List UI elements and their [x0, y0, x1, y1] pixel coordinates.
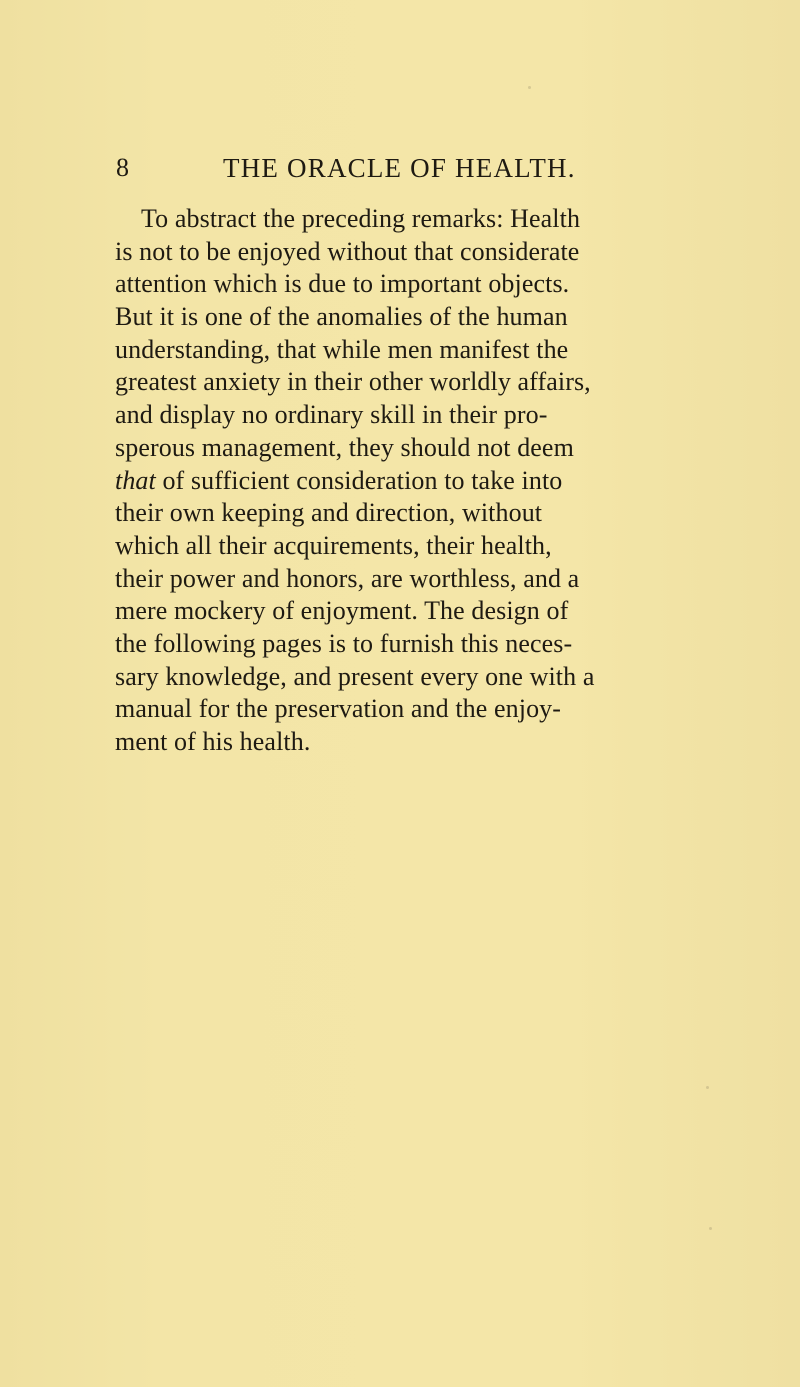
text-line: But it is one of the anomalies of the human: [115, 302, 568, 332]
body-paragraph: [115, 203, 715, 759]
text-line: which all their acquirements, their health,: [115, 530, 552, 560]
text-line: the following pages is to furnish this neces-: [115, 628, 573, 658]
text-line: ment of his health.: [115, 727, 311, 756]
text-line-with-italic: [115, 465, 715, 498]
paper-speck: [709, 1227, 712, 1230]
paper-speck: [528, 86, 531, 89]
running-title: THE ORACLE OF HEALTH.: [223, 153, 576, 183]
text-line: sary knowledge, and present every one with a: [115, 661, 595, 691]
text-line: is not to be enjoyed without that considerate: [115, 236, 580, 266]
text-line: attention which is due to important objects.: [115, 269, 570, 299]
text-line-remainder: of sufficient consideration to take into: [155, 465, 563, 495]
text-line: sperous management, they should not deem: [115, 432, 574, 462]
text-line: their power and honors, are worthless, and a: [115, 563, 580, 593]
text-line: manual for the preservation and the enjoy-: [115, 694, 562, 724]
page-header: [116, 151, 716, 185]
text-line: their own keeping and direction, without: [115, 498, 543, 528]
text-line: understanding, that while men manifest the: [115, 334, 569, 364]
text-line: and display no ordinary skill in their pro-: [115, 400, 548, 430]
page-number: 8: [116, 153, 129, 182]
paper-speck: [706, 1086, 709, 1089]
text-line: To abstract the preceding remarks: Health: [141, 204, 581, 233]
text-line: mere mockery of enjoyment. The design of: [115, 596, 569, 626]
text-line: greatest anxiety in their other worldly affairs,: [115, 367, 591, 397]
italic-word: that: [115, 465, 156, 495]
